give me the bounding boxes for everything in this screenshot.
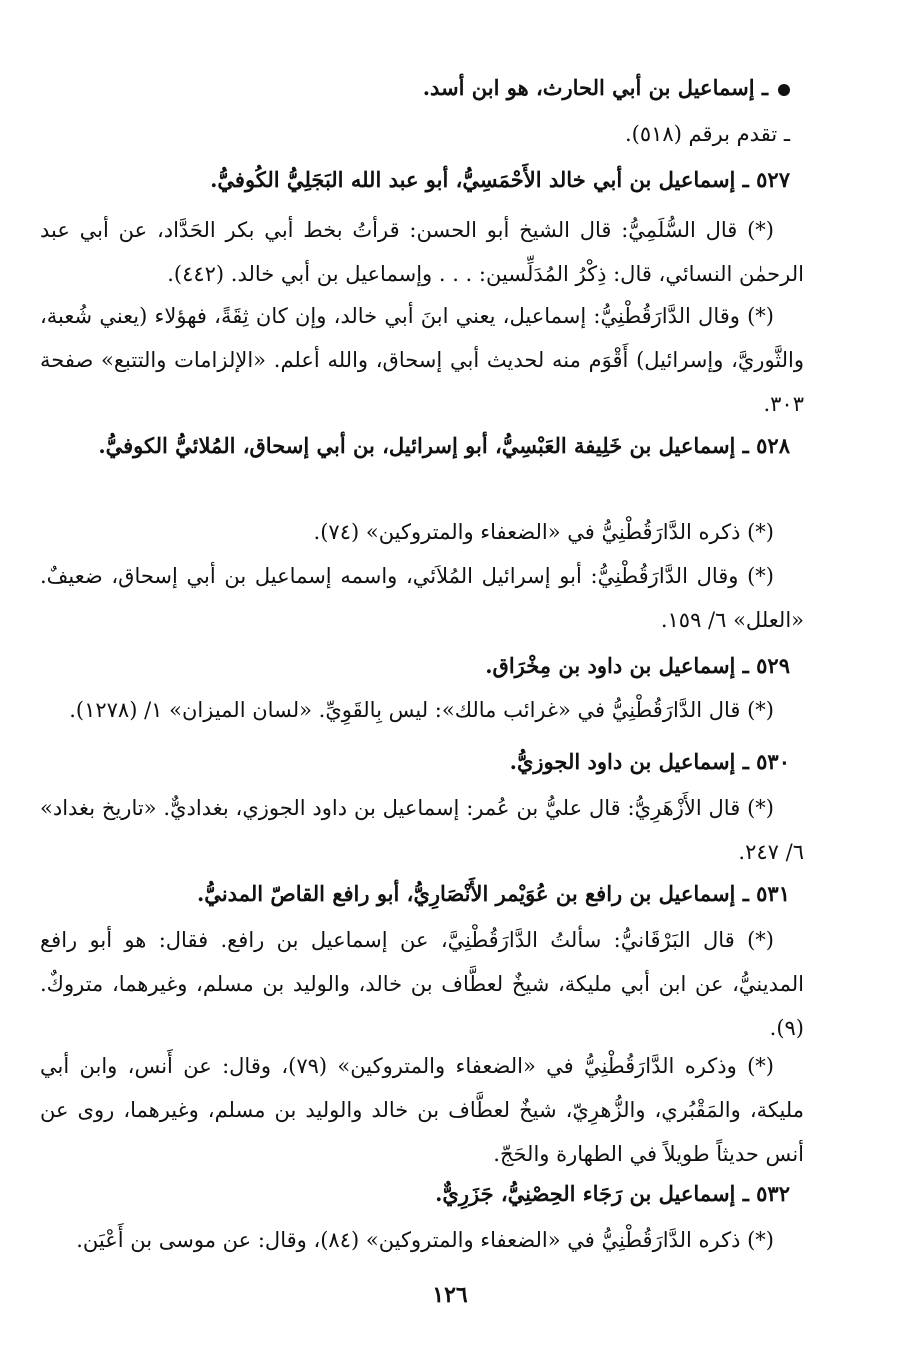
bullet-icon — [778, 84, 790, 96]
entry-paragraph: (*) وقال الدَّارَقُطْنِيُّ: إسماعيل، يعني ابنَ أبي خالد، وإن كان ثِقَةً، فهؤلاء (يعني شُعبة، والثَّوريَّ، وإسرائيل) أَقْوَم منه لحديث أبي إسحاق، والله أعلم. «الإلزامات والتتبع» صفحة ٣٠٣. — [40, 304, 805, 416]
entry-heading-532: ٥٣٢ ـ إسماعيل بن رَجَاء الحِصْنِيُّ، جَزَرِيٌّ. — [435, 1181, 790, 1206]
entry-heading-528: ٥٢٨ ـ إسماعيل بن خَلِيفة العَبْسِيُّ، أبو إسرائيل، بن أبي إسحاق، المُلائيُّ الكوفيُّ. — [98, 433, 790, 458]
entry-paragraph: (*) قال الأَزْهَرِيُّ: قال عليُّ بن عُمر: إسماعيل بن داود الجوزي، بغداديٌّ. «تاريخ بغداد» ٦/ ٢٤٧. — [40, 796, 804, 864]
entry-heading-529: ٥٢٩ ـ إسماعيل بن داود بن مِخْرَاق. — [485, 653, 790, 678]
entry-paragraph: (*) ذكره الدَّارَقُطْنِيُّ في «الضعفاء والمتروكين» (٨٤)، وقال: عن موسى بن أَعْيَن. — [76, 1228, 774, 1252]
entry-heading-530: ٥٣٠ ـ إسماعيل بن داود الجوزيُّ. — [509, 749, 790, 774]
entry-heading-text: ـ إسماعيل بن أبي الحارث، هو ابن أسد. — [422, 75, 768, 100]
entry-heading-531: ٥٣١ ـ إسماعيل بن رافع بن عُوَيْمر الأَنْصَارِيُّ، أبو رافع القاصّ المدنيُّ. — [197, 881, 790, 906]
entry-paragraph: (*) قال البَرْقَانيُّ: سألتُ الدَّارَقُطْنِيَّ، عن إسماعيل بن رافع. فقال: هو أبو رافع المدينيُّ، عن ابن أبي مليكة، شيخٌ لعطَّاف بن خالد، والوليد بن مسلم، وغيرهما، متروكٌ. (٩). — [40, 928, 804, 1040]
entry-paragraph: (*) قال السُّلَمِيُّ: قال الشيخ أبو الحسن: قرأتُ بخط أبي بكر الحَدَّاد، عن أبي عبد الرحمٰن النسائي، قال: ذِكْرُ المُدَلِّسين: . . . وإسماعيل بن أبي خالد. (٤٤٢). — [40, 218, 804, 286]
cross-reference: ـ تقدم برقم (٥١٨). — [624, 122, 790, 146]
entry-heading-527: ٥٢٧ ـ إسماعيل بن أبي خالد الأَحْمَسِيُّ، أبو عبد الله البَجَلِيُّ الكُوفيُّ. — [210, 167, 790, 192]
entry-paragraph: (*) قال الدَّارَقُطْنِيُّ في «غرائب مالك»: ليس بِالقَوِيِّ. «لسان الميزان» ١/ (١٢٧٨). — [69, 698, 774, 722]
entry-paragraph: (*) وقال الدَّارَقُطْنِيُّ: أبو إسرائيل المُلاَئي، واسمه إسماعيل بن أبي إسحاق، ضعيفٌ. «العلل» ٦/ ١٥٩. — [40, 564, 804, 632]
entry-paragraph: (*) وذكره الدَّارَقُطْنِيُّ في «الضعفاء والمتروكين» (٧٩)، وقال: عن أَنس، وابن أبي مليكة، والمَقْبُري، والزُّهرِيّ، شيخٌ لعطَّاف بن خالد والوليد بن مسلم، وغيرهما، روى عن أنس حديثاً طويلاً في الطهارة والحَجّ. — [40, 1054, 804, 1166]
entry-paragraph: (*) ذكره الدَّارَقُطْنِيُّ في «الضعفاء والمتروكين» (٧٤). — [313, 520, 774, 544]
page-number: ١٢٦ — [432, 1282, 468, 1308]
entry-heading — [40, 66, 790, 110]
